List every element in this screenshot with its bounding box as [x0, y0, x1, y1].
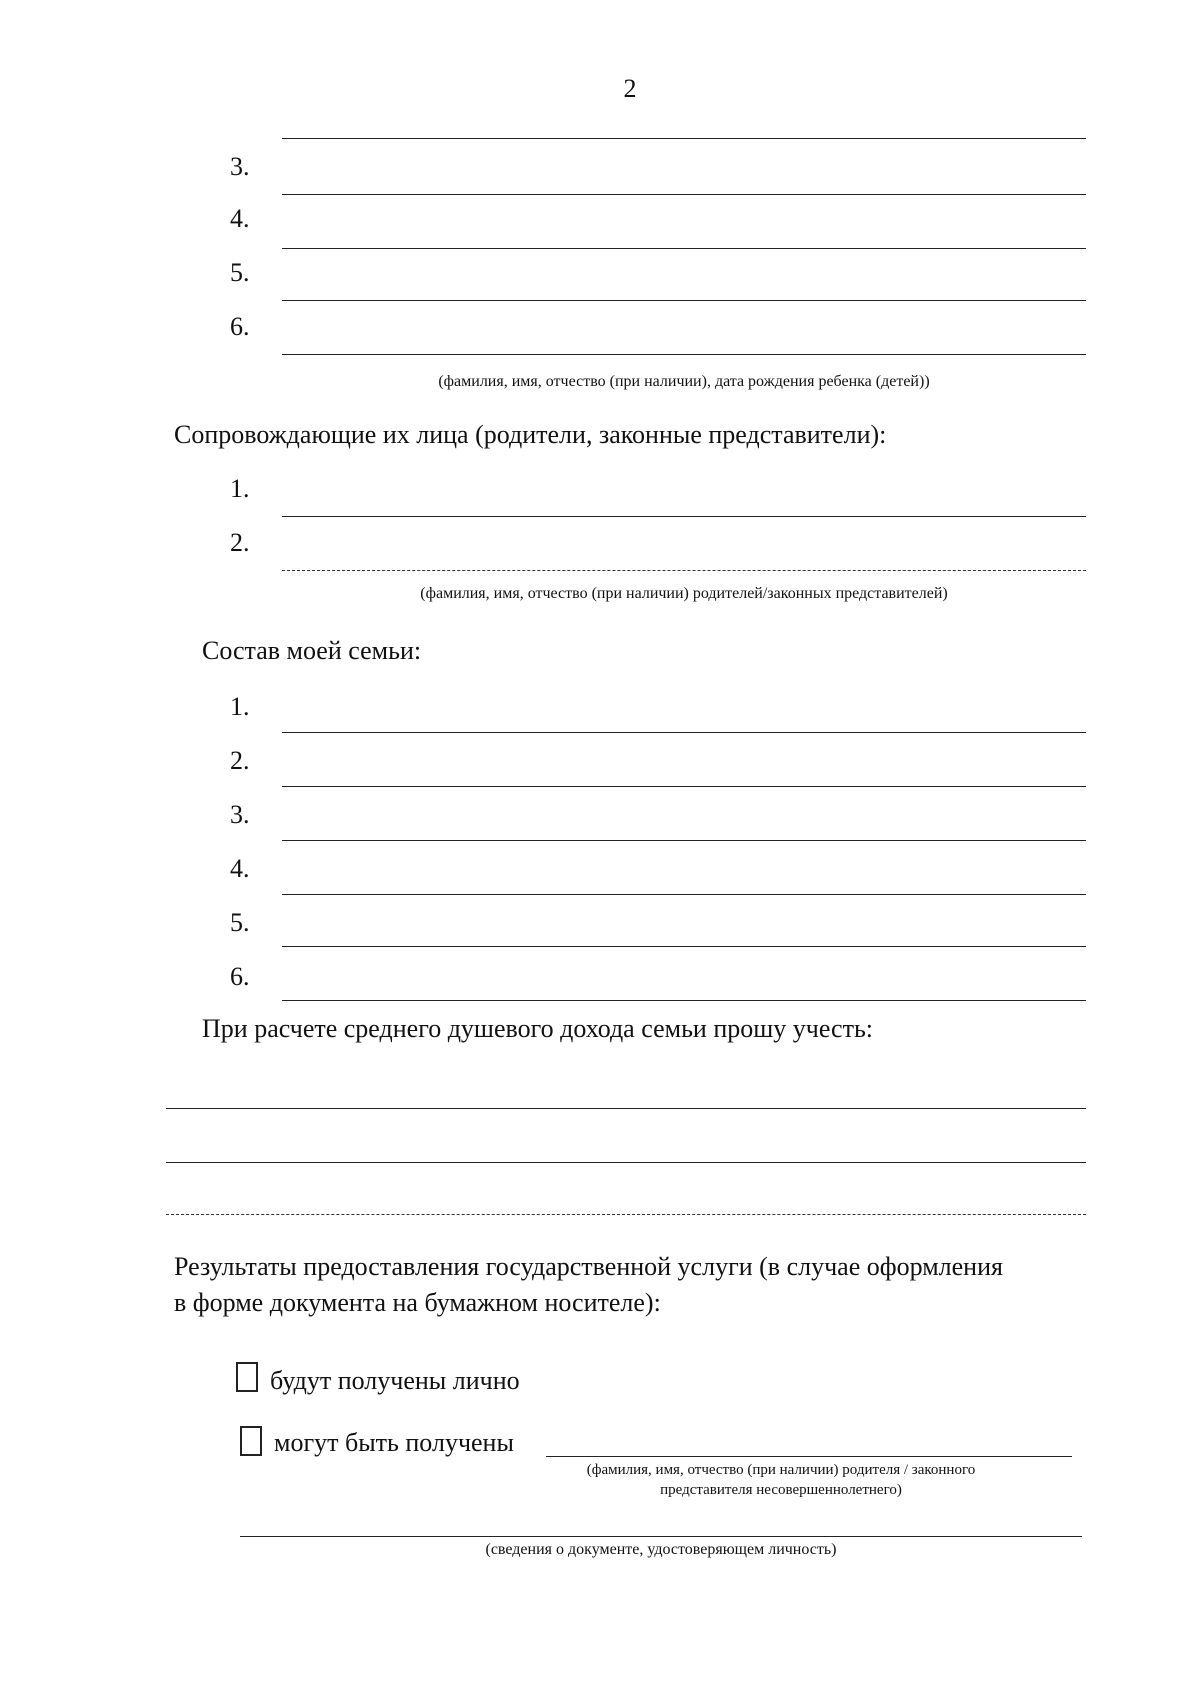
other-receipt-name-line[interactable] [546, 1456, 1072, 1457]
income-entry-line[interactable] [166, 1162, 1086, 1163]
personal-receipt-checkbox[interactable] [236, 1362, 258, 1392]
children-entry-line[interactable] [282, 354, 1086, 355]
family-entry-line[interactable] [282, 786, 1086, 787]
id-document-caption: (сведения о документе, удостоверяющем личность) [485, 1541, 837, 1558]
other-receipt-caption-line2: представителя несовершеннолетнего) [660, 1482, 902, 1498]
family-entry-number: 2. [230, 746, 250, 775]
personal-receipt-label: будут получены лично [270, 1366, 520, 1395]
other-receipt-caption-line1: (фамилия, имя, отчество (при наличии) родителя / законного [586, 1462, 976, 1478]
family-entry-number: 3. [230, 800, 250, 829]
family-entry-number: 4. [230, 854, 250, 883]
escort-entry-line[interactable] [282, 570, 1086, 571]
family-entry-line[interactable] [282, 732, 1086, 733]
children-entry-number: 6. [230, 312, 250, 341]
family-heading: Состав моей семьи: [202, 636, 422, 665]
other-receipt-checkbox[interactable] [240, 1426, 262, 1456]
children-entry-line[interactable] [282, 194, 1086, 195]
income-heading: При расчете среднего душевого дохода семьи прошу учесть: [202, 1014, 874, 1043]
results-heading-line1: Результаты предоставления государственной услуги (в случае оформления [174, 1252, 1003, 1281]
children-entry-number: 4. [230, 204, 250, 233]
income-entry-line[interactable] [166, 1108, 1086, 1109]
family-entry-line[interactable] [282, 1000, 1086, 1001]
family-entry-line[interactable] [282, 946, 1086, 947]
escorts-heading: Сопровождающие их лица (родители, законные представители): [174, 420, 887, 449]
children-entry-line[interactable] [282, 300, 1086, 301]
children-entry-line-top[interactable] [282, 138, 1086, 139]
income-entry-line[interactable] [166, 1214, 1086, 1215]
other-receipt-label: могут быть получены [274, 1428, 514, 1457]
children-entry-number: 5. [230, 258, 250, 287]
escort-entry-number: 2. [230, 528, 250, 557]
family-entry-line[interactable] [282, 894, 1086, 895]
children-entry-number: 3. [230, 152, 250, 181]
children-entry-line[interactable] [282, 248, 1086, 249]
results-heading-line2: в форме документа на бумажном носителе): [174, 1288, 661, 1317]
id-document-line[interactable] [240, 1536, 1082, 1537]
family-entry-number: 5. [230, 908, 250, 937]
family-entry-number: 1. [230, 692, 250, 721]
family-entry-line[interactable] [282, 840, 1086, 841]
children-caption: (фамилия, имя, отчество (при наличии), дата рождения ребенка (детей)) [438, 373, 930, 390]
family-entry-number: 6. [230, 962, 250, 991]
page-number: 2 [623, 74, 637, 103]
escort-entry-number: 1. [230, 474, 250, 503]
escorts-caption: (фамилия, имя, отчество (при наличии) родителей/законных представителей) [420, 585, 948, 602]
escort-entry-line[interactable] [282, 516, 1086, 517]
